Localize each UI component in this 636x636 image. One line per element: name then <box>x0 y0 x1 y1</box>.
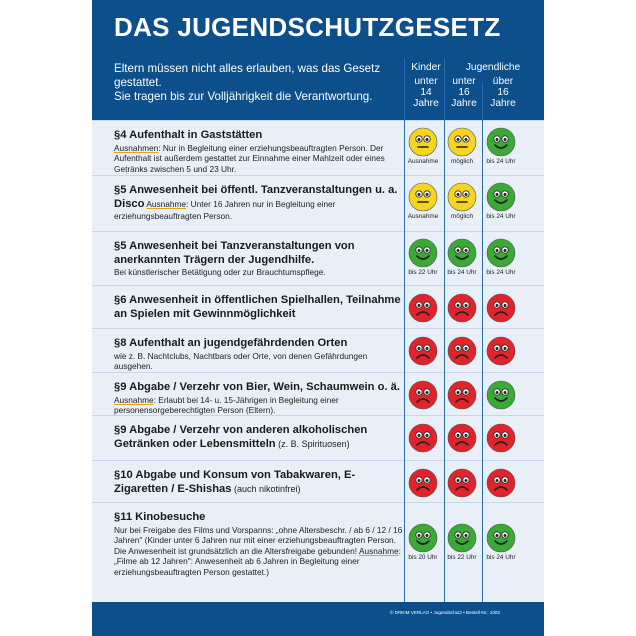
column-under-14-line: unter <box>414 76 438 87</box>
column-over-16-line: über <box>492 76 514 87</box>
rule-description: Nur bei Freigabe des Films und Vorspanns: „ohne Altersbeschr. / ab 6 / 12 / 16 Jahren" (Kinder unter 6 Jahren nur mit einer erziehungsbeauftragten Person. Die Anwesenheit ist grundsätzlich an die Altersfreigabe gebunden! <box>114 524 403 556</box>
rule-row <box>92 120 544 176</box>
smiley-sad-icon <box>447 468 477 498</box>
column-under-16-line: 16 <box>458 87 470 98</box>
smiley-sad-icon <box>486 336 516 366</box>
smiley-sad-icon <box>408 468 438 498</box>
footer-bar <box>92 602 544 636</box>
rule-title: §9 Abgabe / Verzehr von Bier, Wein, Schaumwein o. ä. <box>114 381 400 393</box>
time-note: Ausnahme <box>407 213 439 220</box>
smiley-sad-icon <box>447 380 477 410</box>
footer-copyright: © DREIM VERLAG • Jugendschutz • Bestell-Nr.: 1002 <box>390 610 501 615</box>
exception-label: Ausnahmen <box>114 142 159 153</box>
rule-title: §5 Anwesenheit bei öffentl. Tanzveranstaltungen u. a. Disco <box>114 184 398 210</box>
column-divider <box>404 58 405 602</box>
smiley-happy-icon <box>486 182 516 212</box>
column-over-16 <box>485 76 521 109</box>
rule-description: wie z. B. Nachtclubs, Nachtbars oder Orte, von denen Gefährdungen ausgehen. <box>114 350 368 371</box>
time-note: Ausnahme <box>407 158 439 165</box>
rule-row <box>92 231 544 286</box>
smiley-sad-icon <box>408 380 438 410</box>
rule-row <box>92 285 544 329</box>
column-under-14 <box>408 76 444 109</box>
exception-label: Ausnahme <box>146 198 186 209</box>
rule-description: : „Filme ab 12 Jahren": Anwesenheit ab 6 Jahren in Begleitung einer erziehungsbeauftragten Person gestattet.) <box>114 545 401 577</box>
smiley-happy-icon <box>408 238 438 268</box>
smiley-sad-icon <box>408 336 438 366</box>
rule-description: : Unter 16 Jahren nur in Begleitung einer erziehungsbeauftragten Person. <box>114 198 336 221</box>
time-note: bis 20 Uhr <box>408 554 438 561</box>
rule-text <box>114 337 404 372</box>
rule-text <box>114 240 404 278</box>
smiley-happy-icon <box>486 380 516 410</box>
smiley-sad-icon <box>447 423 477 453</box>
intro-text <box>114 62 404 104</box>
poster <box>92 0 544 636</box>
smiley-sad-icon <box>486 468 516 498</box>
smiley-happy-icon <box>447 523 477 553</box>
column-over-16-line: 16 <box>497 87 509 98</box>
rule-row <box>92 175 544 232</box>
rule-title: §8 Aufenthalt an jugendgefährdenden Orten <box>114 337 348 349</box>
rule-text <box>114 184 404 222</box>
time-note: bis 24 Uhr <box>486 554 516 561</box>
smiley-happy-icon <box>486 238 516 268</box>
column-under-16-line: unter <box>452 76 476 87</box>
smiley-happy-icon <box>486 127 516 157</box>
column-under-16-line: Jahre <box>451 98 477 109</box>
rule-title: §4 Aufenthalt in Gaststätten <box>114 129 263 141</box>
smiley-sad-icon <box>408 423 438 453</box>
rule-title: §10 Abgabe und Konsum von Tabakwaren, E-Zigaretten / E-Shishas <box>114 469 356 495</box>
smiley-neutral-icon <box>408 182 438 212</box>
exception-label: Ausnahme <box>358 545 399 556</box>
rule-text <box>114 511 404 577</box>
rule-text <box>114 424 404 451</box>
time-note: bis 24 Uhr <box>486 213 516 220</box>
intro-line-1: Eltern müssen nicht alles erlauben, was das Gesetz gestattet. <box>114 62 381 89</box>
smiley-neutral-icon <box>408 127 438 157</box>
time-note: möglich <box>450 213 474 220</box>
smiley-happy-icon <box>486 523 516 553</box>
column-divider <box>444 58 445 602</box>
time-note: bis 24 Uhr <box>447 269 477 276</box>
smiley-happy-icon <box>408 523 438 553</box>
column-under-14-line: Jahre <box>413 98 439 109</box>
smiley-neutral-icon <box>447 127 477 157</box>
rule-description: : Nur in Begleitung einer erziehungsbeauftragten Person. Der Aufenthalt ist außerdem gestattet zur Einnahme einer Mahlzeit oder eines Getränks zwischen 5 und 23 Uhr. <box>114 142 385 174</box>
rule-text <box>114 294 404 321</box>
time-note: bis 24 Uhr <box>486 158 516 165</box>
rule-row <box>92 372 544 416</box>
rule-title: §9 Abgabe / Verzehr von anderen alkoholischen Getränken oder Lebensmitteln <box>114 424 368 450</box>
rules-table <box>92 120 544 602</box>
smiley-neutral-icon <box>447 182 477 212</box>
rule-title-note: (auch nikotinfrei) <box>231 483 301 494</box>
rule-title: §5 Anwesenheit bei Tanzveranstaltungen von anerkannten Trägern der Jugendhilfe. <box>114 240 355 266</box>
rule-row <box>92 328 544 373</box>
time-note: bis 22 Uhr <box>447 554 477 561</box>
rule-title: §6 Anwesenheit in öffentlichen Spielhallen, Teilnahme an Spielen mit Gewinnmöglichkeit <box>114 294 401 320</box>
rule-description: : Erlaubt bei 14- u. 15-Jährigen in Begleitung einer personensorgeberechtigten Person (Eltern). <box>114 394 339 415</box>
rule-text <box>114 381 404 416</box>
time-note: möglich <box>450 158 474 165</box>
rule-title-note: (z. B. Spirituosen) <box>275 438 350 449</box>
time-note: bis 24 Uhr <box>486 269 516 276</box>
rule-row <box>92 415 544 461</box>
column-divider <box>482 82 483 602</box>
column-under-14-line: 14 <box>420 87 432 98</box>
smiley-sad-icon <box>447 293 477 323</box>
smiley-sad-icon <box>486 423 516 453</box>
rule-title: §11 Kinobesuche <box>114 511 206 523</box>
intro-line-2: Sie tragen bis zur Volljährigkeit die Verantwortung. <box>114 90 373 103</box>
column-kinder: Kinder <box>411 62 441 73</box>
page-title: DAS JUGENDSCHUTZGESETZ <box>114 12 501 42</box>
smiley-sad-icon <box>408 293 438 323</box>
column-jugendliche: Jugendliche <box>465 62 521 73</box>
rule-text <box>114 469 404 496</box>
smiley-happy-icon <box>447 238 477 268</box>
column-over-16-line: Jahre <box>490 98 516 109</box>
rule-description: Bei künstlerischer Betätigung oder zur Brauchtumspflege. <box>114 267 326 277</box>
rule-text <box>114 129 404 174</box>
rule-row <box>92 502 544 603</box>
column-under-16 <box>446 76 482 109</box>
exception-label: Ausnahme <box>114 394 154 405</box>
smiley-sad-icon <box>447 336 477 366</box>
smiley-sad-icon <box>486 293 516 323</box>
rule-row <box>92 460 544 503</box>
time-note: bis 22 Uhr <box>408 269 438 276</box>
